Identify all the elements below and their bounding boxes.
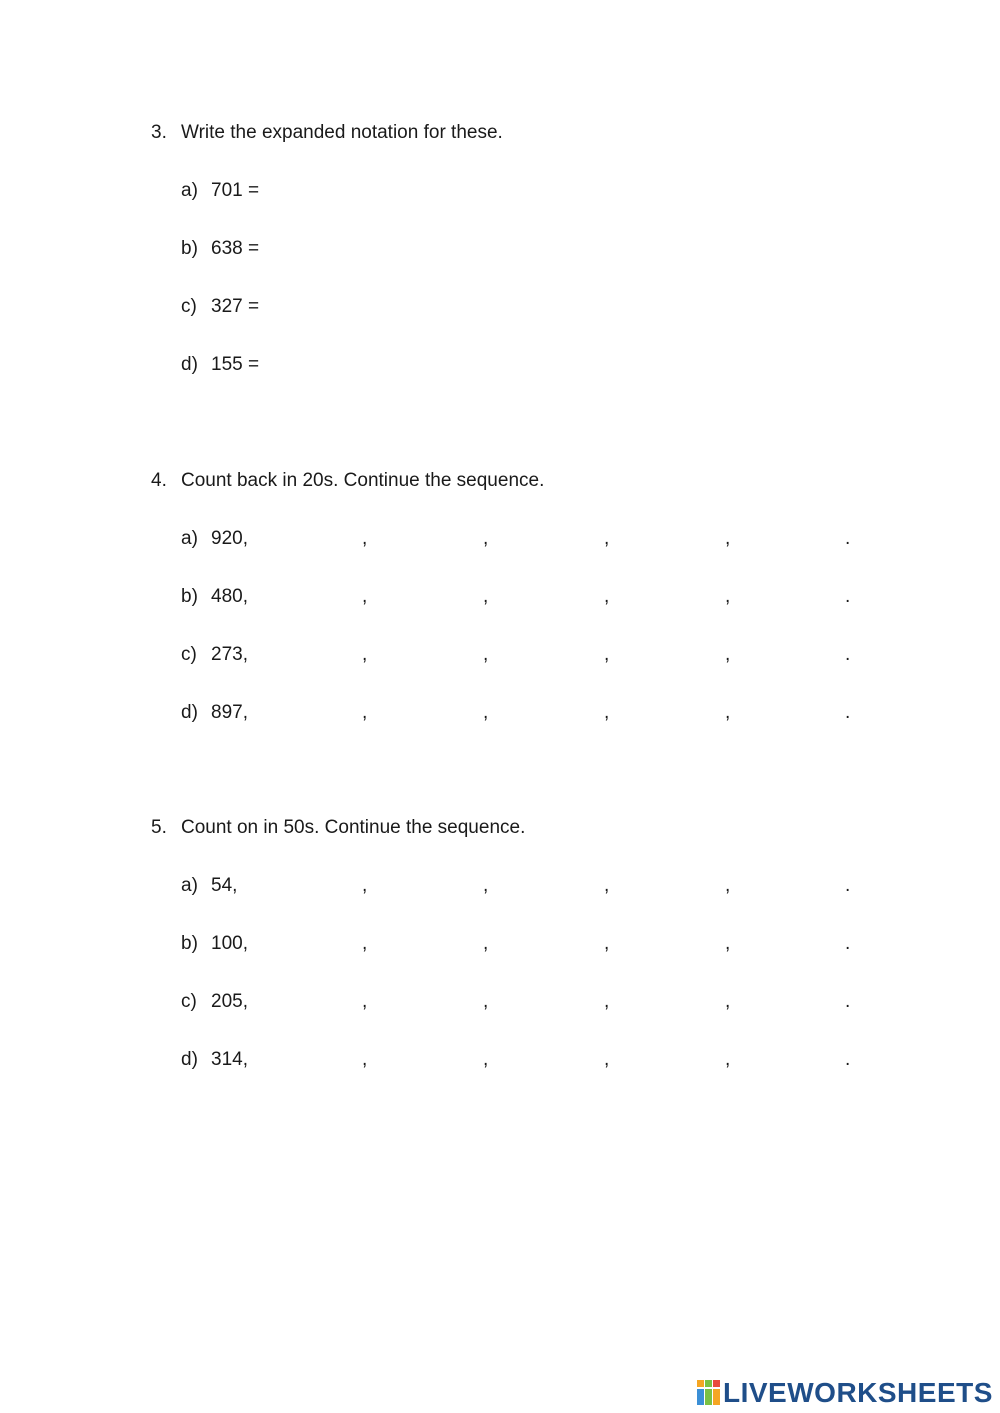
- item-letter: a): [181, 180, 198, 201]
- item-value: 273,: [211, 644, 248, 665]
- comma-separator: ,: [725, 991, 731, 1012]
- comma-separator: ,: [483, 702, 489, 723]
- comma-separator: ,: [725, 933, 731, 954]
- comma-separator: ,: [604, 1049, 610, 1070]
- item-letter: c): [181, 644, 197, 665]
- comma-separator: ,: [725, 528, 731, 549]
- comma-separator: ,: [483, 1049, 489, 1070]
- comma-separator: ,: [604, 528, 610, 549]
- item-letter: b): [181, 586, 198, 607]
- comma-separator: ,: [604, 933, 610, 954]
- period-separator: .: [845, 586, 851, 607]
- comma-separator: ,: [725, 702, 731, 723]
- comma-separator: ,: [362, 991, 368, 1012]
- item-letter: d): [181, 702, 198, 723]
- item-letter: b): [181, 238, 198, 259]
- item-letter: b): [181, 933, 198, 954]
- item-value: 480,: [211, 586, 248, 607]
- period-separator: .: [845, 875, 851, 896]
- item-value: 638 =: [211, 238, 260, 259]
- period-separator: .: [845, 528, 851, 549]
- period-separator: .: [845, 1049, 851, 1070]
- item-letter: a): [181, 528, 198, 549]
- brand-name: LIVEWORKSHEETS: [723, 1377, 993, 1408]
- period-separator: .: [845, 991, 851, 1012]
- question-number: 4.: [151, 470, 167, 491]
- comma-separator: ,: [362, 644, 368, 665]
- item-letter: d): [181, 354, 198, 375]
- period-separator: .: [845, 702, 851, 723]
- item-letter: a): [181, 875, 198, 896]
- comma-separator: ,: [604, 644, 610, 665]
- comma-separator: ,: [483, 933, 489, 954]
- comma-separator: ,: [483, 875, 489, 896]
- comma-separator: ,: [604, 586, 610, 607]
- comma-separator: ,: [483, 528, 489, 549]
- item-value: 205,: [211, 991, 248, 1012]
- question-prompt: Write the expanded notation for these.: [181, 122, 503, 143]
- liveworksheets-logo: [697, 1378, 993, 1408]
- comma-separator: ,: [362, 528, 368, 549]
- comma-separator: ,: [362, 875, 368, 896]
- item-value: 54,: [211, 875, 238, 896]
- item-letter: c): [181, 296, 197, 317]
- period-separator: .: [845, 933, 851, 954]
- comma-separator: ,: [725, 644, 731, 665]
- item-value: 897,: [211, 702, 248, 723]
- item-value: 701 =: [211, 180, 260, 201]
- item-value: 327 =: [211, 296, 260, 317]
- comma-separator: ,: [604, 875, 610, 896]
- comma-separator: ,: [604, 702, 610, 723]
- comma-separator: ,: [362, 933, 368, 954]
- comma-separator: ,: [725, 586, 731, 607]
- question-number: 3.: [151, 122, 167, 143]
- comma-separator: ,: [604, 991, 610, 1012]
- question-prompt: Count back in 20s. Continue the sequence.: [181, 470, 545, 491]
- item-value: 314,: [211, 1049, 248, 1070]
- item-letter: d): [181, 1049, 198, 1070]
- liveworksheets-logo-icon: [697, 1380, 721, 1406]
- item-value: 100,: [211, 933, 248, 954]
- comma-separator: ,: [362, 702, 368, 723]
- comma-separator: ,: [362, 1049, 368, 1070]
- comma-separator: ,: [725, 1049, 731, 1070]
- comma-separator: ,: [362, 586, 368, 607]
- item-letter: c): [181, 991, 197, 1012]
- comma-separator: ,: [483, 586, 489, 607]
- comma-separator: ,: [725, 875, 731, 896]
- period-separator: .: [845, 644, 851, 665]
- comma-separator: ,: [483, 991, 489, 1012]
- item-value: 155 =: [211, 354, 260, 375]
- comma-separator: ,: [483, 644, 489, 665]
- question-prompt: Count on in 50s. Continue the sequence.: [181, 817, 526, 838]
- question-number: 5.: [151, 817, 167, 838]
- item-value: 920,: [211, 528, 248, 549]
